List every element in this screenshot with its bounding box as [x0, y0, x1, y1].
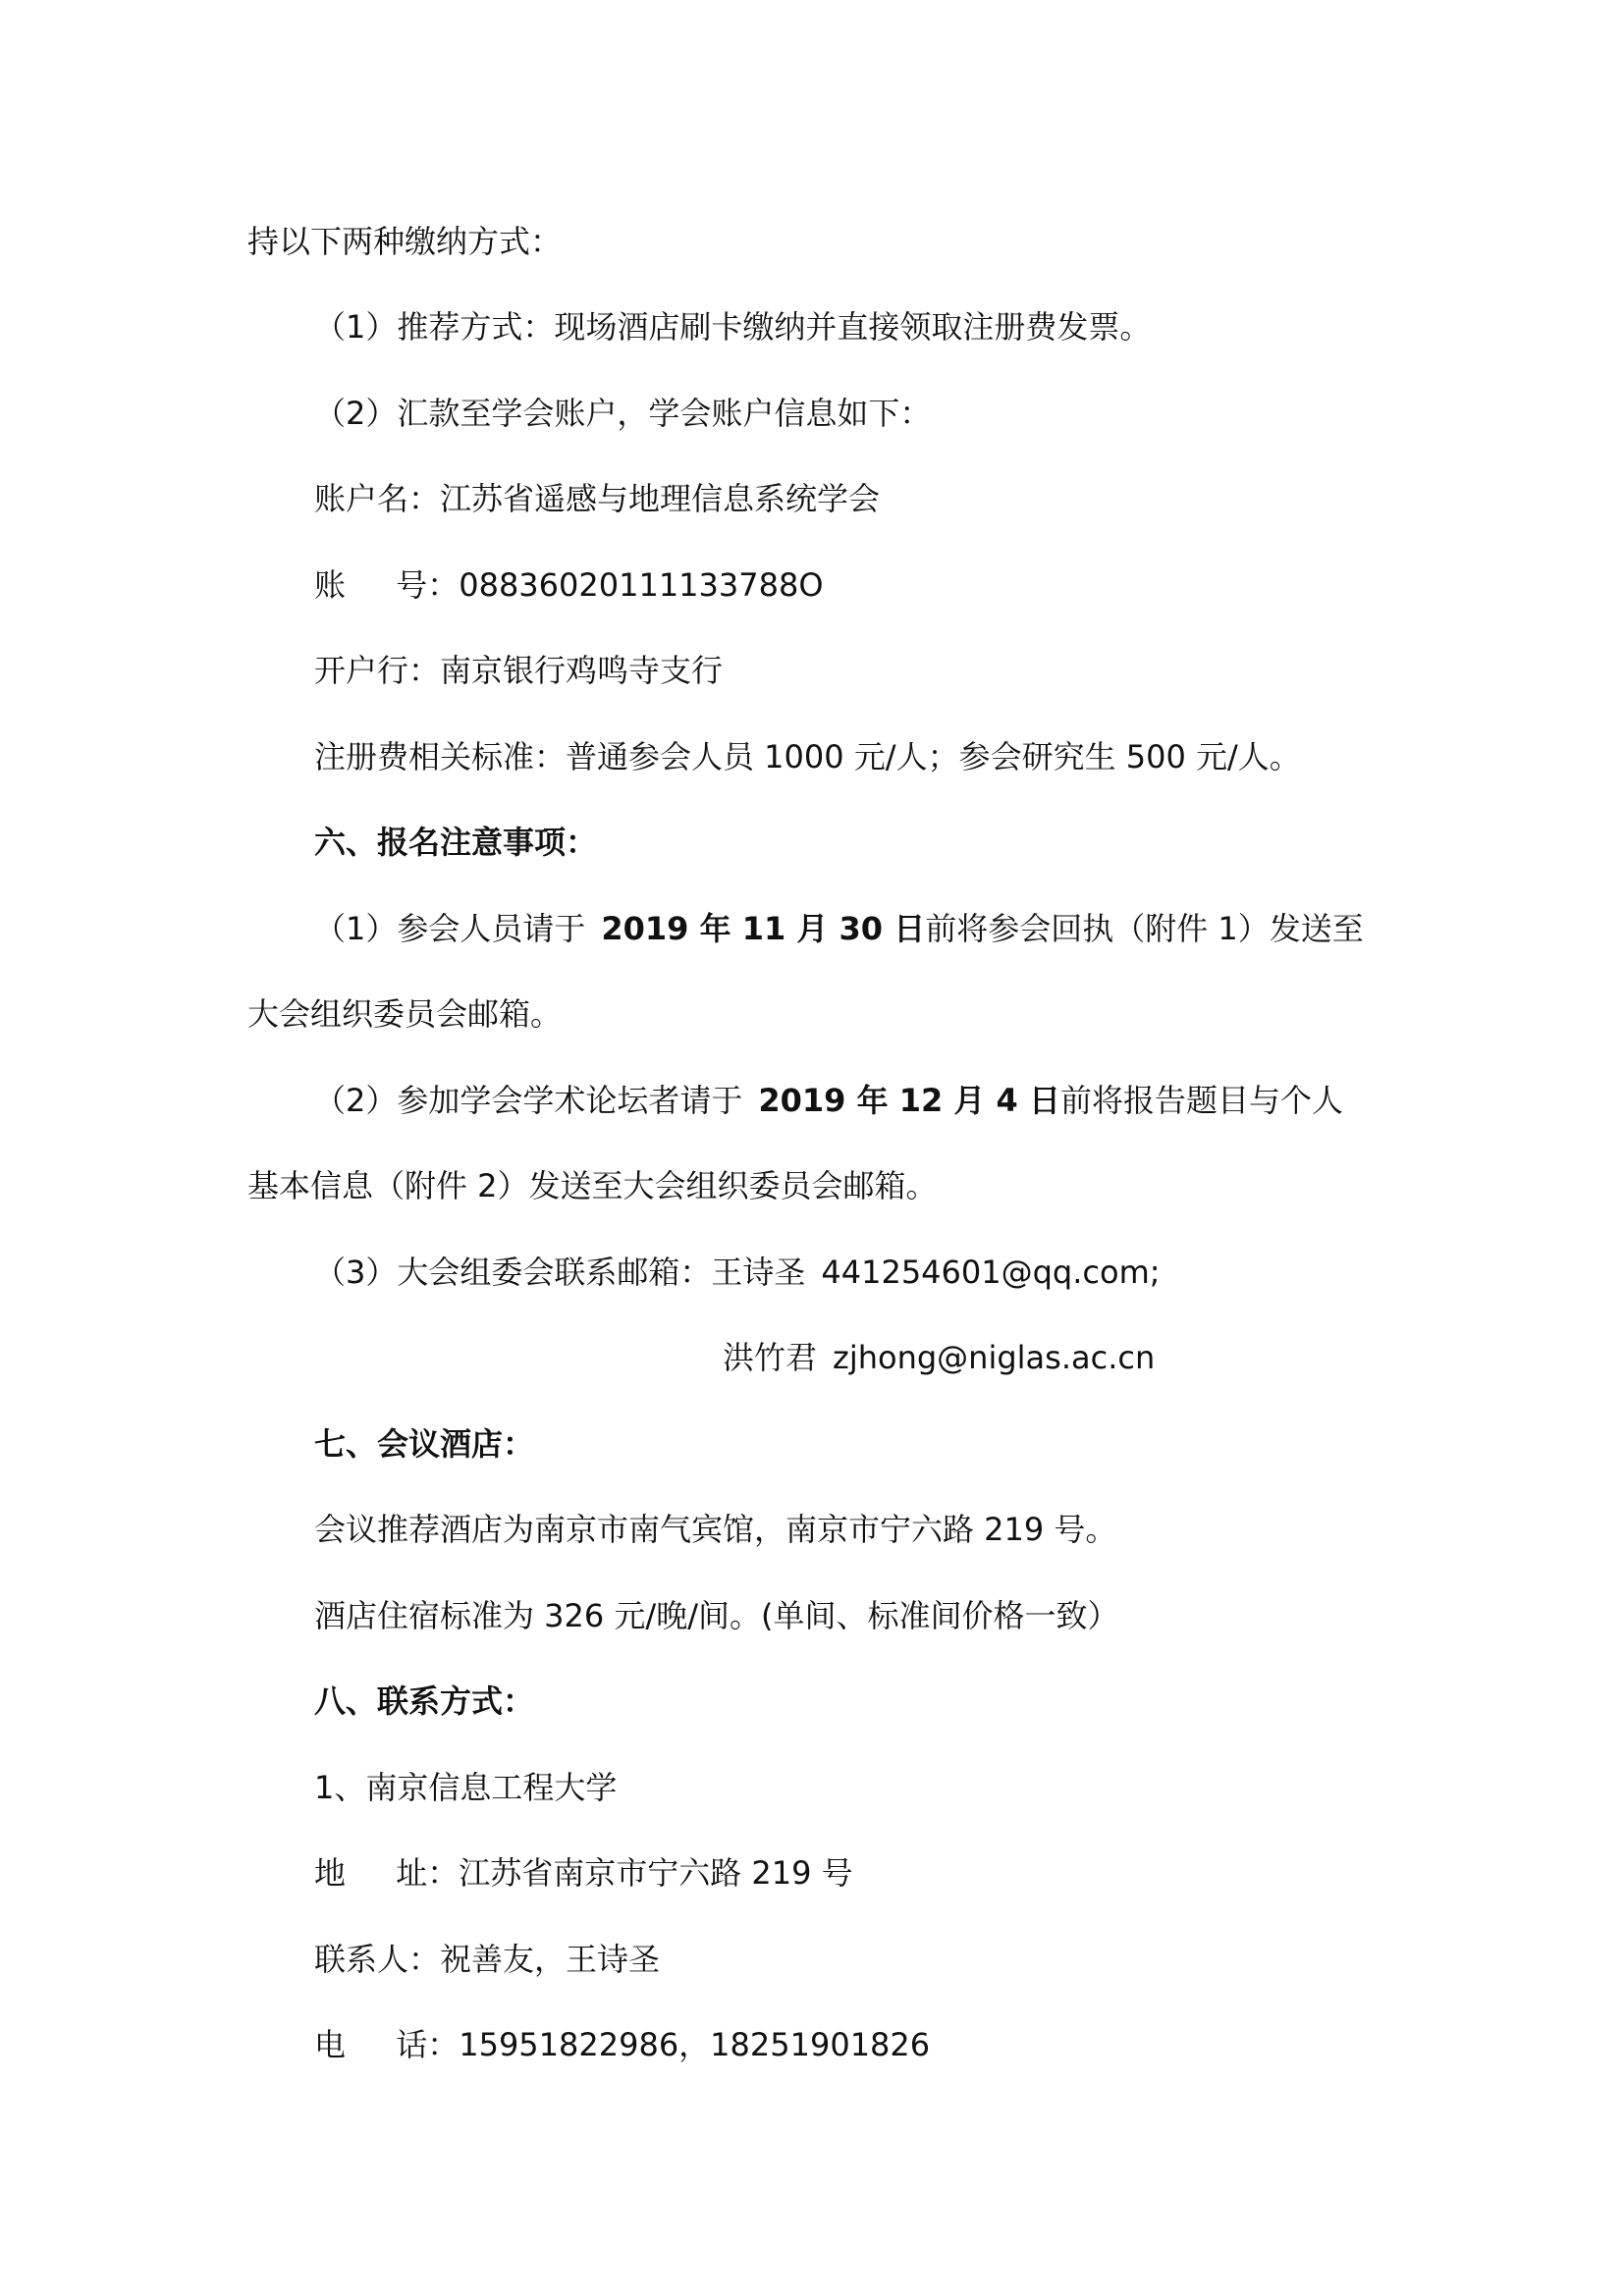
payment-option-1: （1）推荐方式：现场酒店刷卡缴纳并直接领取注册费发票。: [314, 308, 1152, 346]
address-label-b: 址：: [396, 1854, 460, 1892]
hotel-recommendation: 会议推荐酒店为南京市南气宾馆，南京市宁六路 219 号。: [314, 1511, 1117, 1548]
notice-item-1-text-b: 前将参会回执（附件 1）发送至: [925, 910, 1364, 947]
contact-email-1: 441254601@qq.com;: [821, 1254, 1161, 1291]
notice-item-2-continued: 基本信息（附件 2）发送至大会组织委员会邮箱。: [247, 1167, 938, 1204]
notice-item-1-text-a: （1）参会人员请于: [314, 910, 586, 947]
section-7-heading: 七、会议酒店：: [314, 1425, 535, 1463]
address-label-a: 地: [314, 1854, 347, 1892]
notice-item-3-text: （3）大会组委会联系邮箱：王诗圣: [314, 1254, 806, 1291]
notice-item-3-second-contact: [723, 1338, 1155, 1377]
contact-name-2: 洪竹君: [723, 1339, 818, 1376]
address-value: 江苏省南京市宁六路 219 号: [459, 1854, 853, 1892]
notice-item-1-continued: 大会组织委员会邮箱。: [247, 995, 563, 1033]
account-number-label-a: 账: [314, 566, 347, 604]
notice-item-2: [314, 1081, 1343, 1120]
account-number-value: 08836020111133788O: [459, 566, 824, 604]
contact-email-2: zjhong@niglas.ac.cn: [833, 1339, 1156, 1376]
section-8-heading: 八、联系方式：: [314, 1682, 535, 1720]
hotel-price: 酒店住宿标准为 326 元/晚/间。(单间、标准间价格一致）: [314, 1597, 1119, 1634]
payment-option-2: （2）汇款至学会账户，学会账户信息如下：: [314, 395, 932, 432]
contact-phone: [314, 2025, 930, 2064]
notice-item-3: [314, 1253, 1161, 1292]
notice-item-2-date: 2019 年 12 月 4 日: [758, 1082, 1060, 1119]
notice-item-1: [314, 909, 1364, 948]
account-number: [314, 565, 824, 605]
phone-label-b: 话：: [396, 2026, 460, 2063]
notice-item-2-text-b: 前将报告题目与个人: [1059, 1082, 1343, 1119]
contact-persons: 联系人：祝善友，王诗圣: [314, 1941, 661, 1978]
account-number-label-b: 号：: [396, 566, 460, 604]
payment-intro: 持以下两种缴纳方式：: [247, 223, 563, 260]
fee-standard: 注册费相关标准：普通参会人员 1000 元/人；参会研究生 500 元/人。: [314, 738, 1301, 775]
account-name: 账户名：江苏省遥感与地理信息系统学会: [314, 480, 881, 517]
bank-name: 开户行：南京银行鸡鸣寺支行: [314, 652, 724, 689]
phone-label-a: 电: [314, 2026, 347, 2063]
notice-item-1-date: 2019 年 11 月 30 日: [601, 910, 926, 947]
contact-address: [314, 1853, 853, 1893]
notice-item-2-text-a: （2）参加学会学术论坛者请于: [314, 1082, 743, 1119]
contact-organization: 1、南京信息工程大学: [314, 1769, 618, 1806]
section-6-heading: 六、报名注意事项：: [314, 824, 598, 861]
phone-value: 15951822986，18251901826: [459, 2026, 931, 2063]
